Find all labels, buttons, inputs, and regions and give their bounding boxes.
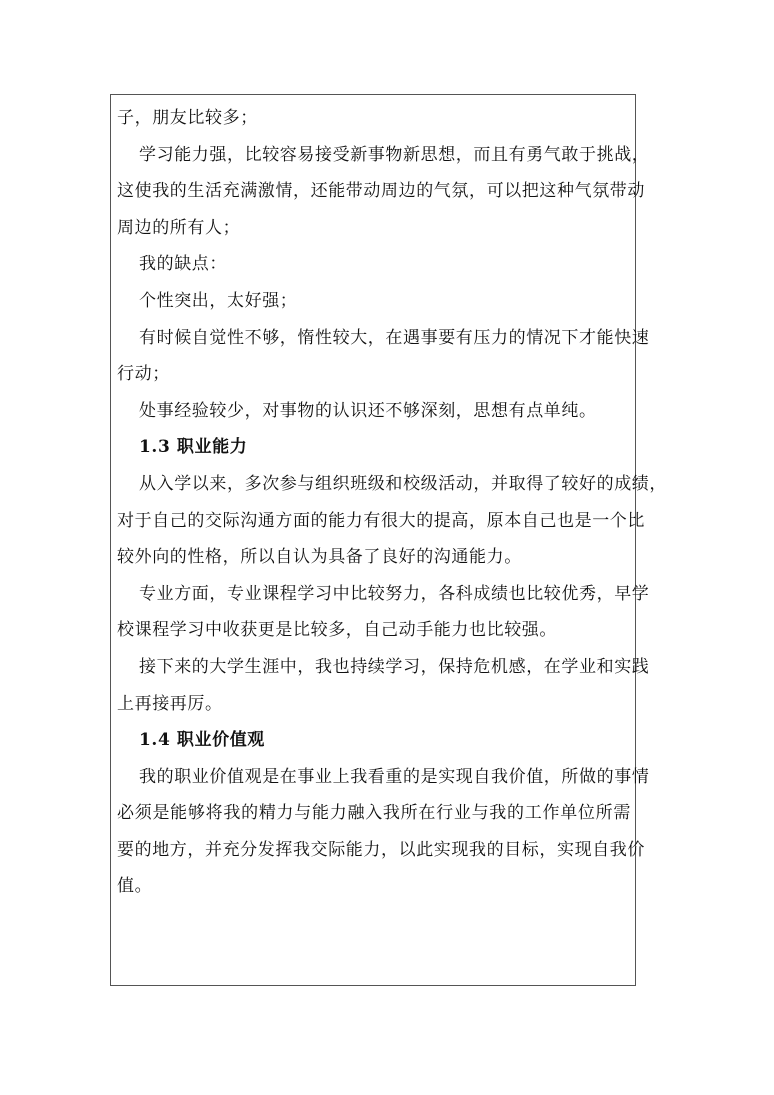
paragraph-line: 接下来的大学生涯中，我也持续学习，保持危机感，在学业和实践 — [139, 656, 650, 677]
paragraph-line: 处事经验较少，对事物的认识还不够深刻，思想有点单纯。 — [139, 400, 597, 421]
paragraph-line: 从入学以来，多次参与组织班级和校级活动，并取得了较好的成绩， — [139, 473, 667, 494]
paragraph-line: 对于自己的交际沟通方面的能力有很大的提高，原本自己也是一个比 — [117, 510, 645, 531]
paragraph-line: 校课程学习中收获更是比较多，自己动手能力也比较强。 — [117, 620, 557, 641]
paragraph-line: 周边的所有人； — [117, 217, 241, 238]
paragraph-line: 我的缺点： — [139, 254, 227, 275]
paragraph-line: 上再接再厉。 — [117, 693, 223, 714]
paragraph-line: 个性突出，太好强； — [139, 290, 298, 311]
paragraph-line: 专业方面，专业课程学习中比较努力，各科成绩也比较优秀，早学 — [139, 583, 650, 604]
paragraph-line: 我的职业价值观是在事业上我看重的是实现自我价值，所做的事情 — [139, 766, 650, 787]
section-heading-1-3: 1.3 职业能力 — [139, 437, 248, 458]
paragraph-line: 值。 — [117, 876, 153, 897]
paragraph-line: 学习能力强，比较容易接受新事物新思想，而且有勇气敢于挑战， — [139, 144, 650, 165]
paragraph-line: 子，朋友比较多； — [117, 108, 258, 128]
paragraph-line: 有时候自觉性不够，惰性较大，在遇事要有压力的情况下才能快速 — [139, 327, 650, 348]
document-body — [117, 100, 667, 905]
paragraph-line: 行动； — [117, 364, 170, 385]
paragraph-line: 较外向的性格，所以自认为具备了良好的沟通能力。 — [117, 547, 522, 568]
paragraph-line: 必须是能够将我的精力与能力融入我所在行业与我的工作单位所需 — [117, 803, 631, 824]
paragraph-line: 这使我的生活充满激情，还能带动周边的气氛，可以把这种气氛带动 — [117, 181, 645, 202]
section-heading-1-4: 1.4 职业价值观 — [139, 730, 265, 751]
paragraph-line: 要的地方，并充分发挥我交际能力，以此实现我的目标，实现自我价 — [117, 839, 645, 860]
